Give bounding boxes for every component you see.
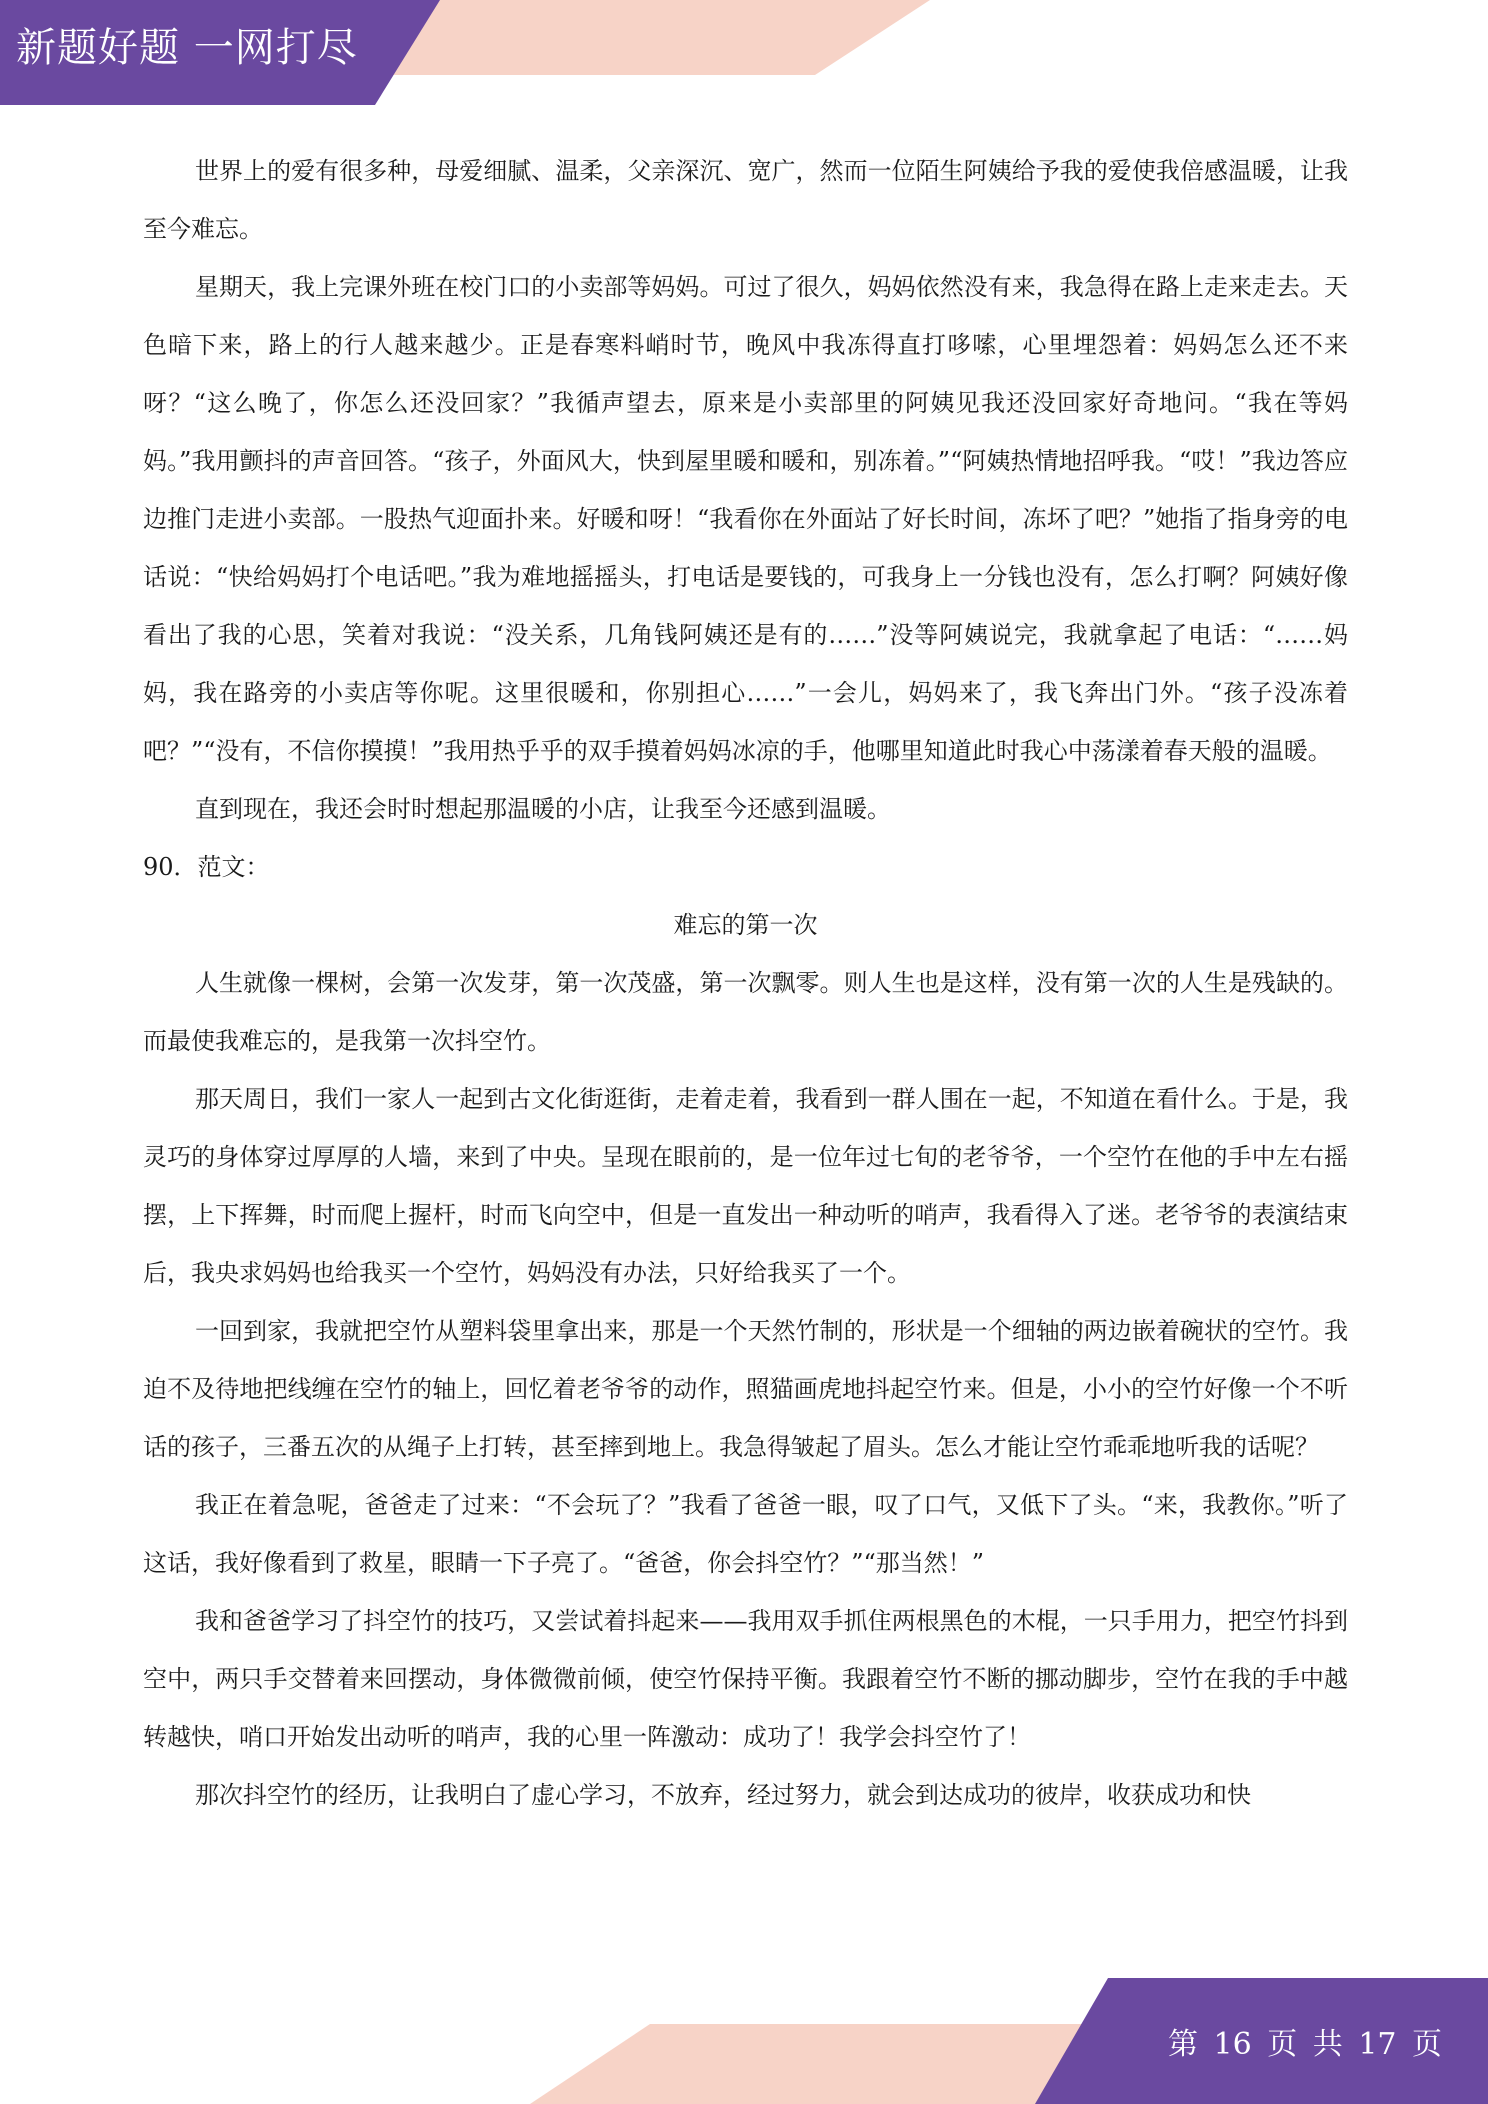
paragraph-essay-street: 那天周日，我们一家人一起到古文化街逛街，走着走着，我看到一群人围在一起，不知道在看什么。于是，我灵巧的身体穿过厚厚的人墙，来到了中央。呈现在眼前的，是一位年过七旬的老爷爷，一个空竹在他的手中左右摇摆，上下挥舞，时而爬上握杆，时而飞向空中，但是一直发出一种动听的哨声，我看得入了迷。老爷爷的表演结束后，我央求妈妈也给我买一个空竹，妈妈没有办法，只好给我买了一个。	[143, 1085, 1348, 1287]
document-body	[143, 142, 1348, 1824]
paragraph-essay-learning: 我和爸爸学习了抖空竹的技巧，又尝试着抖起来——我用双手抓住两根黑色的木棍，一只手用力，把空竹抖到空中，两只手交替着来回摆动，身体微微前倾，使空竹保持平衡。我跟着空竹不断的挪动脚步，空竹在我的手中越转越快，哨口开始发出动听的哨声，我的心里一阵激动：成功了！我学会抖空竹了！	[143, 1607, 1348, 1751]
page-number: 第 16 页 共 17 页	[1168, 2027, 1443, 2062]
header-title: 新题好题 一网打尽	[16, 25, 358, 71]
paragraph-essay-father: 我正在着急呢，爸爸走了过来：“不会玩了？”我看了爸爸一眼，叹了口气，又低下了头。“来，我教你。”听了这话，我好像看到了救星，眼睛一下子亮了。“爸爸，你会抖空竹？”“那当然！”	[143, 1491, 1348, 1577]
essay-title: 难忘的第一次	[673, 911, 818, 939]
paragraph-ending: 直到现在，我还会时时想起那温暖的小店，让我至今还感到温暖。	[195, 795, 891, 823]
paragraph-intro: 世界上的爱有很多种，母爱细腻、温柔，父亲深沉、宽广，然而一位陌生阿姨给予我的爱使我倍感温暖，让我至今难忘。	[143, 157, 1348, 243]
paragraph-essay-conclusion: 那次抖空竹的经历，让我明白了虚心学习，不放弃，经过努力，就会到达成功的彼岸，收获成功和快	[195, 1781, 1251, 1809]
paragraph-essay-intro: 人生就像一棵树，会第一次发芽，第一次茂盛，第一次飘零。则人生也是这样，没有第一次的人生是残缺的。而最使我难忘的，是我第一次抖空竹。	[143, 969, 1348, 1055]
paragraph-story: 星期天，我上完课外班在校门口的小卖部等妈妈。可过了很久，妈妈依然没有来，我急得在路上走来走去。天色暗下来，路上的行人越来越少。正是春寒料峭时节，晚风中我冻得直打哆嗦，心里埋怨着：妈妈怎么还不来呀？“这么晚了，你怎么还没回家？”我循声望去，原来是小卖部里的阿姨见我还没回家好奇地问。“我在等妈妈。”我用颤抖的声音回答。“孩子，外面风大，快到屋里暖和暖和，别冻着。”“阿姨热情地招呼我。“哎！”我边答应边推门走进小卖部。一股热气迎面扑来。好暖和呀！“我看你在外面站了好长时间，冻坏了吧？”她指了指身旁的电话说：“快给妈妈打个电话吧。”我为难地摇摇头，打电话是要钱的，可我身上一分钱也没有，怎么打啊？阿姨好像看出了我的心思，笑着对我说：“没关系，几角钱阿姨还是有的……”没等阿姨说完，我就拿起了电话：“……妈妈，我在路旁的小卖店等你呢。这里很暖和，你别担心……”一会儿，妈妈来了，我飞奔出门外。“孩子没冻着吧？”“没有，不信你摸摸！”我用热乎乎的双手摸着妈妈冰凉的手，他哪里知道此时我心中荡漾着春天般的温暖。	[143, 273, 1348, 765]
header-accent-shape	[375, 0, 930, 75]
question-number-label: 90．范文：	[143, 853, 270, 881]
paragraph-essay-home: 一回到家，我就把空竹从塑料袋里拿出来，那是一个天然竹制的，形状是一个细轴的两边嵌着碗状的空竹。我迫不及待地把线缠在空竹的轴上，回忆着老爷爷的动作，照猫画虎地抖起空竹来。但是，小小的空竹好像一个不听话的孩子，三番五次的从绳子上打转，甚至摔到地上。我急得皱起了眉头。怎么才能让空竹乖乖地听我的话呢？	[143, 1317, 1348, 1461]
